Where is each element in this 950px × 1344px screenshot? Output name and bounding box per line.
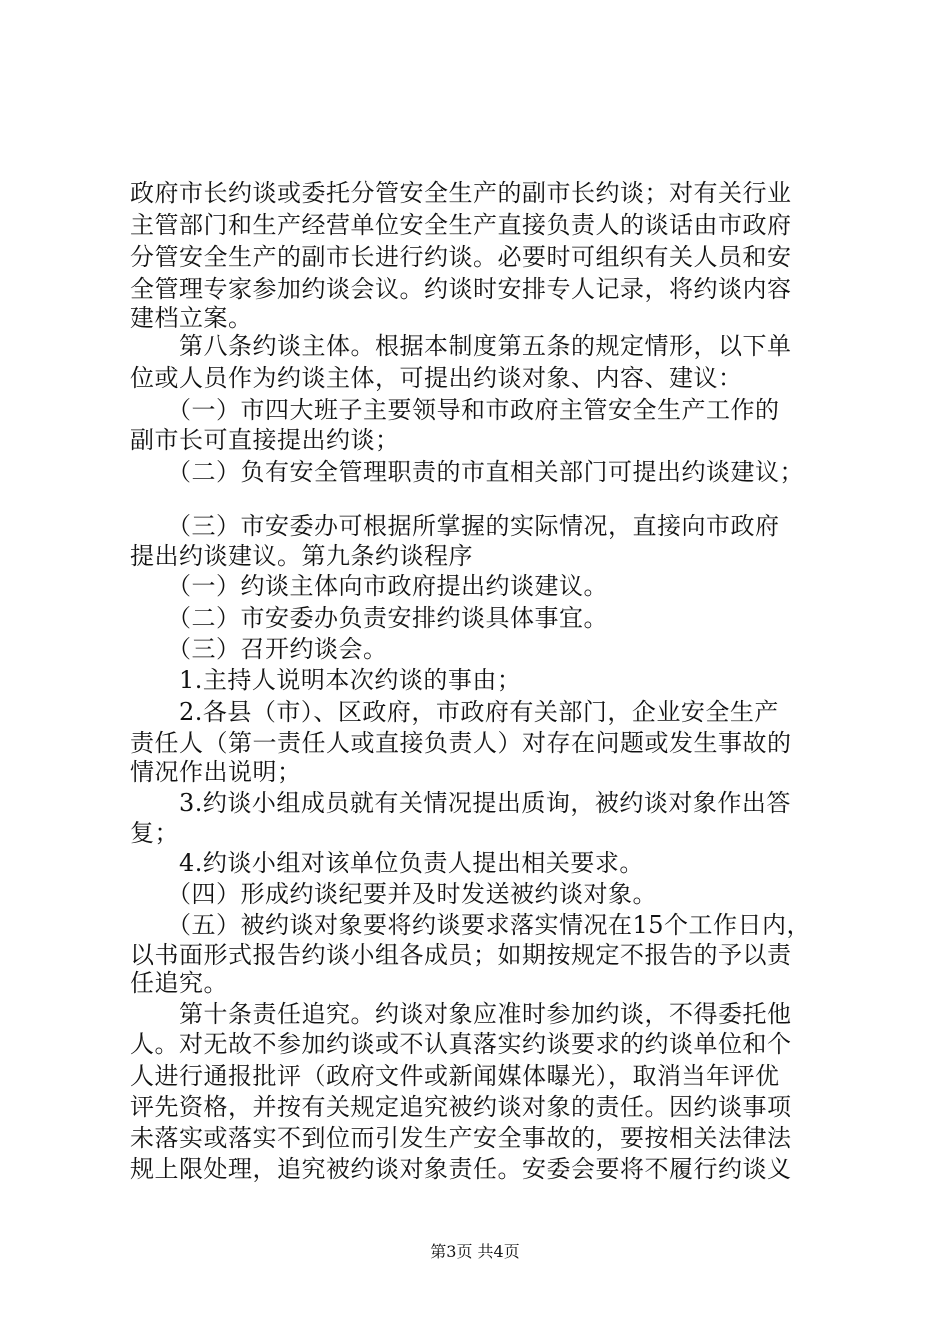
text-line: 政府市长约谈或委托分管安全生产的副市长约谈；对有关行业 <box>130 179 792 207</box>
text-line: 建档立案。 <box>130 304 253 332</box>
text-line: 分管安全生产的副市长进行约谈。必要时可组织有关人员和安 <box>130 243 792 271</box>
text-line: 主管部门和生产经营单位安全生产直接负责人的谈话由市政府 <box>130 211 792 239</box>
text-line: （二）市安委办负责安排约谈具体事宜。 <box>130 604 608 632</box>
text-line: 位或人员作为约谈主体，可提出约谈对象、内容、建议： <box>130 364 743 392</box>
text-line: （五）被约谈对象要将约谈要求落实情况在15个工作日内， <box>130 911 812 939</box>
text-line: 评先资格，并按有关规定追究被约谈对象的责任。因约谈事项 <box>130 1093 792 1121</box>
text-line: 第八条约谈主体。根据本制度第五条的规定情形，以下单 <box>130 332 792 360</box>
text-line: 任追究。 <box>130 969 228 997</box>
text-line: （二）负有安全管理职责的市直相关部门可提出约谈建议； <box>130 458 804 486</box>
text-line: （三）召开约谈会。 <box>130 635 388 663</box>
text-line: 3.约谈小组成员就有关情况提出质询，被约谈对象作出答 <box>130 789 791 817</box>
text-line: 第十条责任追究。约谈对象应准时参加约谈，不得委托他 <box>130 1000 792 1028</box>
text-line: 情况作出说明； <box>130 758 302 786</box>
text-line: （一）市四大班子主要领导和市政府主管安全生产工作的 <box>130 396 780 424</box>
text-line: 提出约谈建议。第九条约谈程序 <box>130 542 473 570</box>
text-line: 1.主持人说明本次约谈的事由； <box>130 666 522 694</box>
text-line: 副市长可直接提出约谈； <box>130 426 400 454</box>
text-line: 以书面形式报告约谈小组各成员；如期按规定不报告的予以责 <box>130 941 792 969</box>
text-line: 4.约谈小组对该单位负责人提出相关要求。 <box>130 849 644 877</box>
text-line: 规上限处理，追究被约谈对象责任。安委会要将不履行约谈义 <box>130 1155 792 1183</box>
text-line: （一）约谈主体向市政府提出约谈建议。 <box>130 572 608 600</box>
text-line: （四）形成约谈纪要并及时发送被约谈对象。 <box>130 880 657 908</box>
text-line: 复； <box>130 819 179 847</box>
text-line: 人。对无故不参加约谈或不认真落实约谈要求的约谈单位和个 <box>130 1030 792 1058</box>
text-line: 责任人（第一责任人或直接负责人）对存在问题或发生事故的 <box>130 729 792 757</box>
text-line: 未落实或落实不到位而引发生产安全事故的，要按相关法律法 <box>130 1124 792 1152</box>
text-line: 全管理专家参加约谈会议。约谈时安排专人记录，将约谈内容 <box>130 275 792 303</box>
text-line: （三）市安委办可根据所掌握的实际情况，直接向市政府 <box>130 512 780 540</box>
page-number-footer: 第3页 共4页 <box>430 1242 520 1261</box>
text-line: 2.各县（市）、区政府，市政府有关部门，企业安全生产 <box>130 698 779 726</box>
text-line: 人进行通报批评（政府文件或新闻媒体曝光），取消当年评优 <box>130 1062 780 1090</box>
